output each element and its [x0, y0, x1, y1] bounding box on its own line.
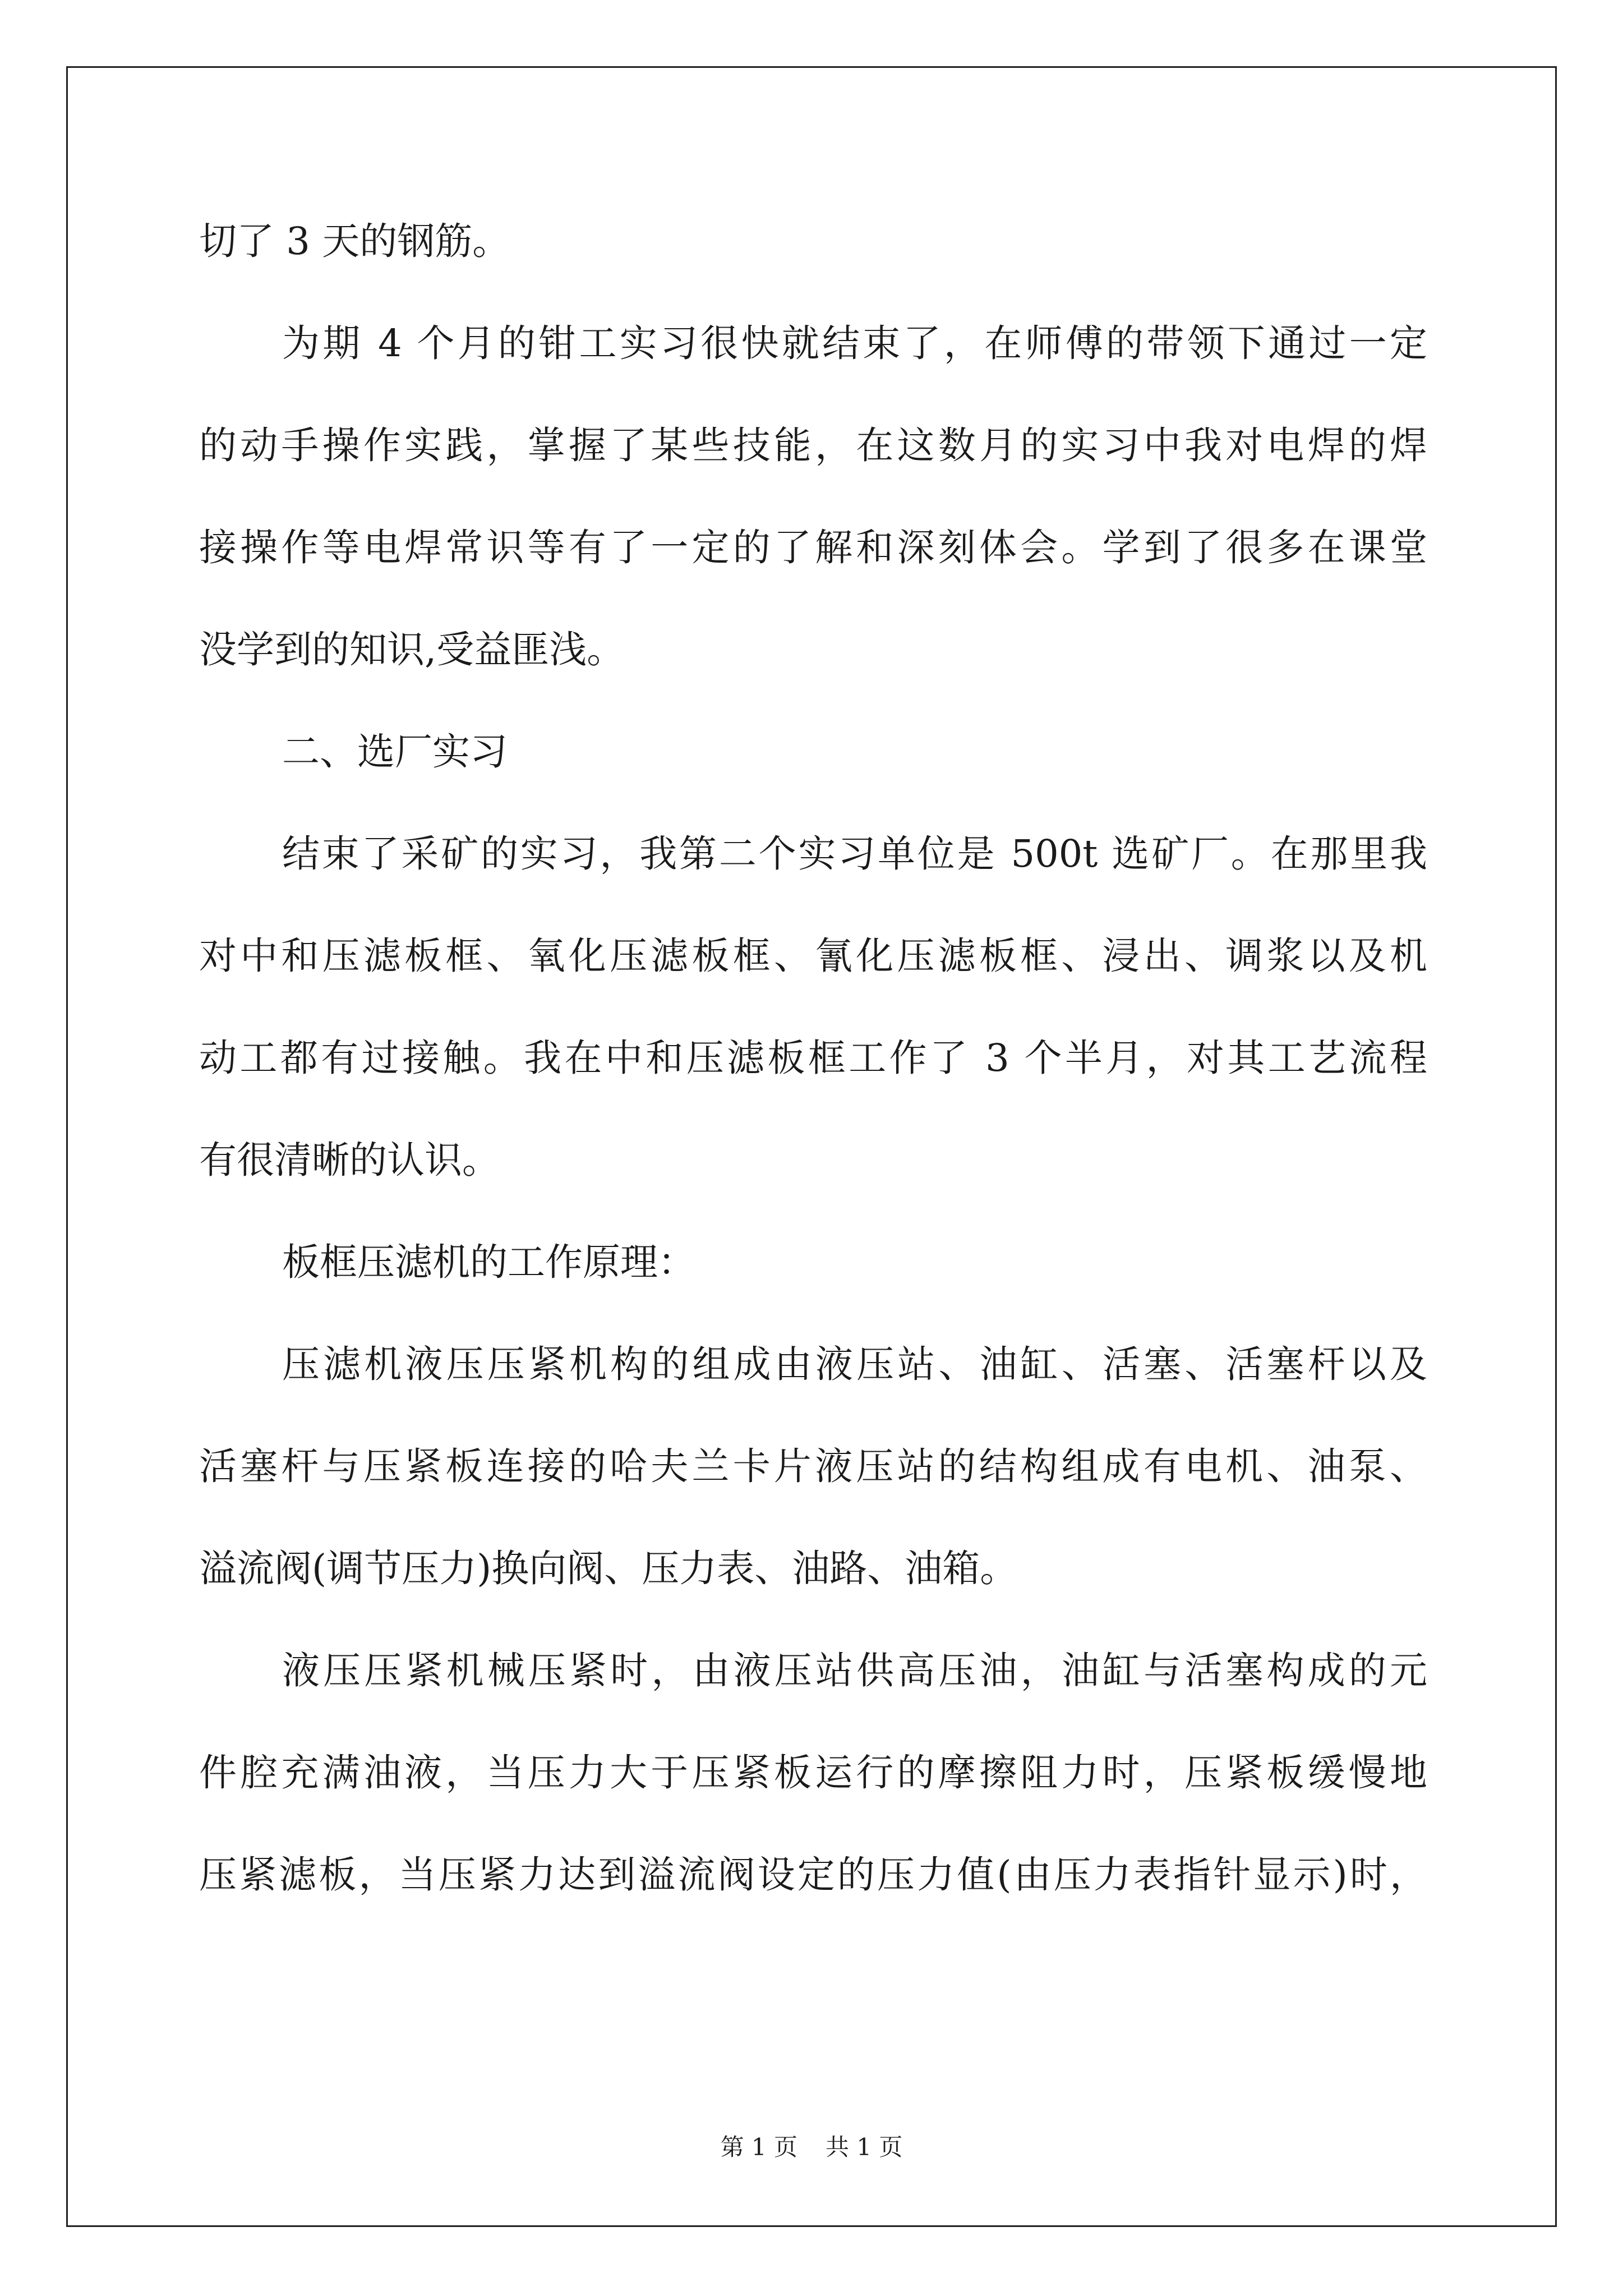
text-line-4: 接操作等电焊常识等有了一定的了解和深刻体会。学到了很多在课堂	[199, 526, 1427, 569]
text-line-14: 溢流阀(调节压力)换向阀、压力表、油路、油箱。	[199, 1547, 1018, 1590]
page-footer	[0, 2131, 1623, 2164]
text-line-1: 切了 3 天的钢筋。	[199, 219, 510, 263]
text-line-5: 没学到的知识,受益匪浅。	[199, 628, 625, 671]
text-line-10: 有很清晰的认识。	[199, 1138, 500, 1182]
text-line-15: 液压压紧机械压紧时，由液压站供高压油，油缸与活塞构成的元	[282, 1649, 1427, 1692]
text-line-9: 动工都有过接触。我在中和压滤板框工作了 3 个半月，对其工艺流程	[199, 1036, 1427, 1080]
text-line-3: 的动手操作实践，掌握了某些技能，在这数月的实习中我对电焊的焊	[199, 424, 1427, 467]
section-heading: 二、选厂实习	[282, 730, 508, 774]
page-number: 第 1 页	[720, 2133, 797, 2161]
text-line-17: 压紧滤板，当压紧力达到溢流阀设定的压力值(由压力表指针显示)时，	[199, 1853, 1427, 1897]
text-line-8: 对中和压滤板框、氧化压滤板框、氰化压滤板框、浸出、调浆以及机	[199, 934, 1427, 978]
text-line-16: 件腔充满油液，当压力大于压紧板运行的摩擦阻力时，压紧板缓慢地	[199, 1751, 1427, 1795]
page-total: 共 1 页	[826, 2133, 903, 2161]
text-line-2: 为期 4 个月的钳工实习很快就结束了，在师傅的带领下通过一定	[282, 321, 1427, 365]
text-line-12: 压滤机液压压紧机构的组成由液压站、油缸、活塞、活塞杆以及	[282, 1342, 1427, 1386]
text-line-11: 板框压滤机的工作原理：	[282, 1240, 695, 1284]
text-line-7: 结束了采矿的实习，我第二个实习单位是 500t 选矿厂。在那里我	[282, 832, 1427, 876]
text-line-13: 活塞杆与压紧板连接的哈夫兰卡片液压站的结构组成有电机、油泵、	[199, 1444, 1427, 1488]
